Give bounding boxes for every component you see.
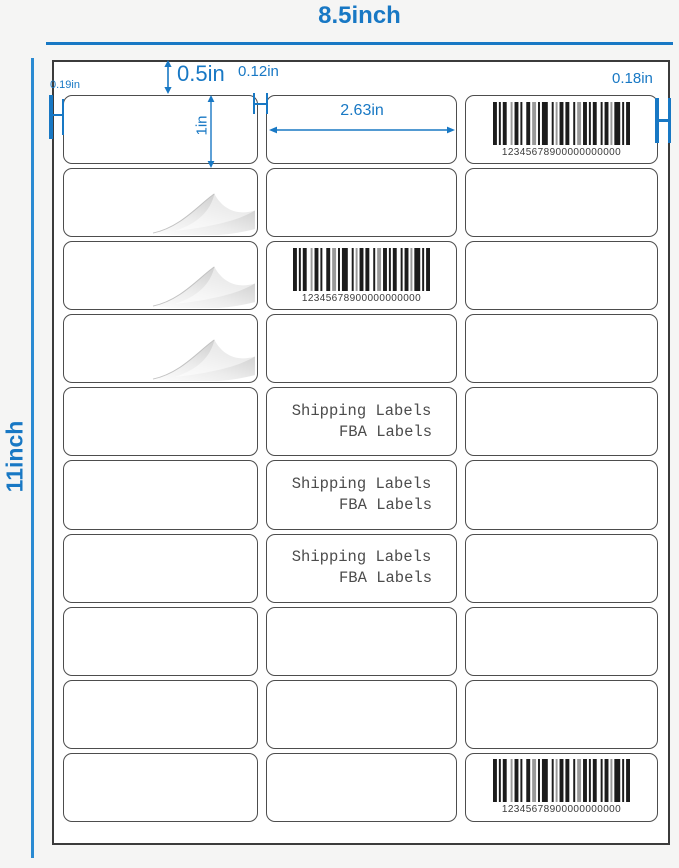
sheet-width-label: 8.5inch [318,2,401,29]
left-margin-marker-icon [49,95,64,139]
shipping-label-text-line1: Shipping Labels [291,401,432,420]
label-cell-barcode [266,241,457,310]
sheet-height-label: 11inch [1,420,28,493]
shipping-label-text-line1: Shipping Labels [291,475,432,494]
sheet-height-dimension-line [31,58,34,858]
label-cell-blank [465,534,658,603]
label-cell-blank [266,168,457,237]
shipping-label-text-line2: FBA Labels [338,496,432,515]
label-height-label: 1in [193,115,211,136]
top-margin-label: 0.5in [177,61,225,86]
label-cell-blank [63,460,258,529]
label-cell-blank [465,168,658,237]
barcode-icon [493,102,630,145]
label-cell-peel [63,168,258,237]
label-cell-peel [63,314,258,383]
label-cell-blank [63,753,258,822]
peel-corner-icon [152,190,256,235]
barcode-number: 12345678900000000000 [301,292,422,304]
left-margin-label: 0.19in [50,79,80,91]
label-cell-blank [465,387,658,456]
label-grid [63,95,658,822]
label-cell-blank [63,680,258,749]
column-gap-marker-icon [253,93,268,114]
label-cell-blank [63,387,258,456]
shipping-label-text-line2: FBA Labels [338,422,432,441]
peel-corner-icon [152,336,256,381]
label-cell-blank [465,241,658,310]
label-width-arrow-icon [269,124,455,136]
label-cell-blank [465,680,658,749]
shipping-label-text-line1: Shipping Labels [291,548,432,567]
right-margin-label: 0.18in [612,70,653,87]
sheet-width-dimension-line [46,42,673,45]
barcode-icon [293,248,430,291]
top-margin-arrow-icon [161,60,175,94]
column-gap-label: 0.12in [238,63,279,80]
barcode-number: 12345678900000000000 [501,804,622,816]
label-cell-text [266,534,457,603]
label-width-label: 2.63in [340,102,384,119]
label-cell-blank [465,460,658,529]
label-cell-text [266,387,457,456]
label-cell-blank [266,607,457,676]
label-cell-blank [465,607,658,676]
barcode-icon [493,759,630,802]
label-cell-barcode [465,95,658,164]
label-cell-text [266,460,457,529]
label-cell-blank [63,95,258,164]
label-cell-blank [465,314,658,383]
shipping-label-text-line2: FBA Labels [338,569,432,588]
label-cell-blank [266,680,457,749]
label-cell-blank [266,314,457,383]
label-cell-barcode [465,753,658,822]
right-margin-marker-icon [655,98,671,143]
peel-corner-icon [152,263,256,308]
label-cell-blank [266,753,457,822]
label-cell-blank [63,607,258,676]
barcode-number: 12345678900000000000 [501,146,622,158]
label-cell-peel [63,241,258,310]
label-cell-blank [63,534,258,603]
